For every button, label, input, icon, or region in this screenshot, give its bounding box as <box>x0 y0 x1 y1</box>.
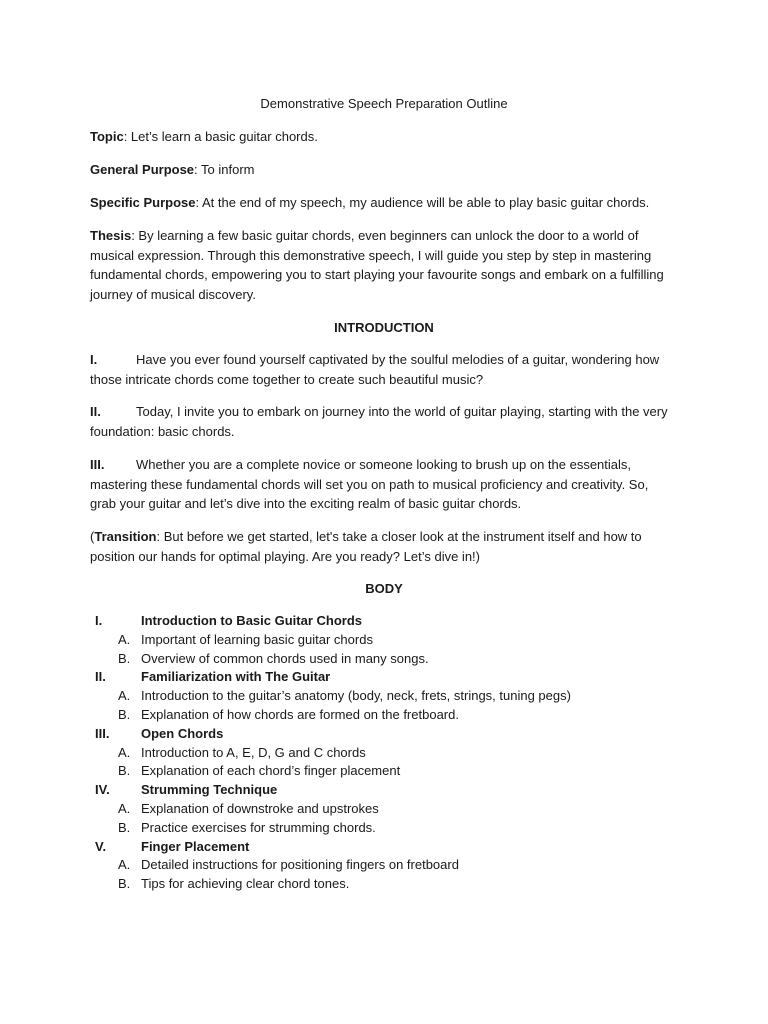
subpoint-text: Introduction to the guitar’s anatomy (body, neck, frets, strings, tuning pegs) <box>141 688 571 704</box>
intro-point <box>90 402 675 441</box>
section-number: V. <box>95 838 107 854</box>
subpoint-text: Detailed instructions for positioning fingers on fretboard <box>141 857 459 873</box>
topic-text: : Let’s learn a basic guitar chords. <box>123 129 318 144</box>
subpoint-text: Practice exercises for strumming chords. <box>141 819 376 835</box>
body-outline <box>95 611 695 893</box>
general-purpose-line <box>90 160 675 180</box>
introduction-heading: INTRODUCTION <box>334 320 434 335</box>
section-title: Introduction to Basic Guitar Chords <box>141 613 363 628</box>
outline-section <box>95 837 695 856</box>
topic-label: Topic <box>90 129 124 144</box>
section-title: Familiarization with The Guitar <box>141 669 331 685</box>
document-title: Demonstrative Speech Preparation Outline <box>260 96 508 111</box>
subpoint-letter: B. <box>118 706 131 722</box>
transition-label: Transition <box>94 529 157 544</box>
subpoint-letter: B. <box>118 650 131 666</box>
subpoint-letter: B. <box>118 876 131 892</box>
subpoint-text: Explanation of each chord’s finger placement <box>141 763 401 779</box>
subpoint-text: Tips for achieving clear chord tones. <box>141 876 350 892</box>
thesis-label: Thesis <box>90 228 132 243</box>
transition-paragraph <box>90 527 675 566</box>
intro-point-number: III. <box>90 457 105 472</box>
section-number: I. <box>95 613 103 628</box>
outline-subpoint <box>95 705 695 724</box>
thesis-text: : By learning a few basic guitar chords, even beginners can unlock the door to a world of musical expression. Through this demonstrative speech, I will guide you step by step in mastering fundamental chords, empowering you to start playing your favourite songs and embark on a fulfilling journey of musical discovery. <box>90 228 664 302</box>
subpoint-letter: A. <box>118 744 131 760</box>
outline-subpoint <box>95 686 695 705</box>
body-heading: BODY <box>365 581 403 596</box>
general-purpose-label: General Purpose <box>90 162 195 177</box>
intro-point-text: Whether you are a complete novice or someone looking to brush up on the essentials, mastering these fundamental chords will set you on path to musical proficiency and creativity. So, grab your guitar and let’s dive into the exciting realm of basic guitar chords. <box>90 457 649 511</box>
section-title: Open Chords <box>141 725 224 741</box>
section-number: III. <box>95 725 110 741</box>
subpoint-letter: B. <box>118 763 131 779</box>
subpoint-text: Introduction to A, E, D, G and C chords <box>141 744 366 760</box>
specific-purpose-label: Specific Purpose <box>90 195 196 210</box>
transition-text: : But before we get started, let's take a closer look at the instrument itself and how to position our hands for optimal playing. Are you ready? Let’s dive in!) <box>90 529 642 564</box>
section-number: IV. <box>95 782 110 798</box>
intro-point-number: I. <box>90 352 98 367</box>
subpoint-letter: A. <box>118 631 131 647</box>
section-number: II. <box>95 669 106 685</box>
general-purpose-text: : To inform <box>194 162 255 177</box>
subpoint-letter: B. <box>118 819 131 835</box>
outline-subpoint <box>95 649 695 668</box>
intro-point <box>90 455 675 514</box>
outline-subpoint <box>95 743 695 762</box>
outline-section <box>95 780 695 799</box>
transition-open-paren: ( <box>90 529 95 544</box>
section-title: Strumming Technique <box>141 782 278 798</box>
topic-line <box>90 127 675 147</box>
subpoint-text: Explanation of downstroke and upstrokes <box>141 800 379 816</box>
section-title: Finger Placement <box>141 838 250 854</box>
outline-section <box>95 667 695 686</box>
specific-purpose-line <box>90 193 675 213</box>
specific-purpose-text: : At the end of my speech, my audience will be able to play basic guitar chords. <box>195 195 650 210</box>
intro-point-number: II. <box>90 404 101 419</box>
intro-point-text: Today, I invite you to embark on journey into the world of guitar playing, starting with the very foundation: basic chords. <box>90 404 668 439</box>
subpoint-text: Explanation of how chords are formed on the fretboard. <box>141 706 459 722</box>
subpoint-letter: A. <box>118 857 131 873</box>
outline-section <box>95 611 695 630</box>
outline-subpoint <box>95 874 695 893</box>
intro-point <box>90 350 675 389</box>
outline-subpoint <box>95 761 695 780</box>
outline-subpoint <box>95 630 695 649</box>
subpoint-text: Overview of common chords used in many songs. <box>141 650 429 666</box>
outline-section <box>95 724 695 743</box>
outline-subpoint <box>95 855 695 874</box>
subpoint-letter: A. <box>118 688 131 704</box>
outline-subpoint <box>95 818 695 837</box>
intro-point-text: Have you ever found yourself captivated by the soulful melodies of a guitar, wondering how those intricate chords come together to create such beautiful music? <box>90 352 660 387</box>
subpoint-text: Important of learning basic guitar chords <box>141 631 373 647</box>
outline-subpoint <box>95 799 695 818</box>
thesis-paragraph <box>90 226 675 304</box>
subpoint-letter: A. <box>118 800 131 816</box>
